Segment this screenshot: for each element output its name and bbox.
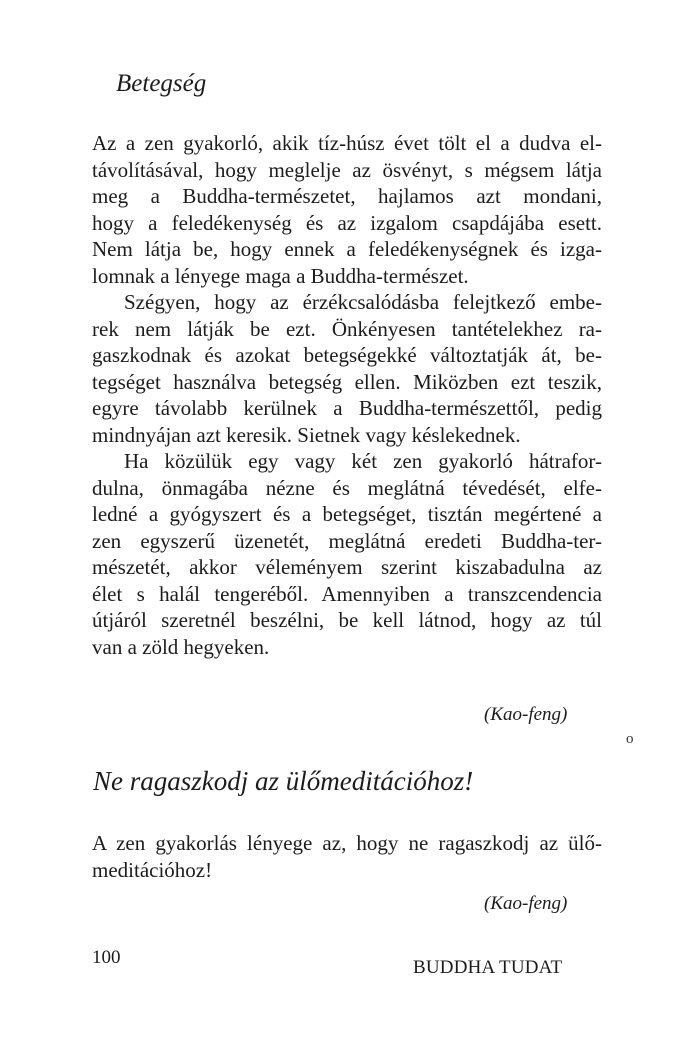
text-line: mindnyájan azt keresik. Sietnek vagy késlekednek. [92, 422, 521, 447]
text-line: lomnak a lényege maga a Buddha-természet. [92, 263, 469, 288]
text-line: Az a zen gyakorló, akik tíz-húsz évet tölt el a dudva el- [92, 131, 602, 155]
text-line: Nem látja be, hogy ennek a feledékenységnek és izga- [92, 237, 602, 261]
text-line: Szégyen, hogy az érzékcsalódásba felejtkező embe- [124, 290, 602, 314]
text-line: élet s halál tengeréből. Amennyiben a transzcendencia [92, 581, 602, 606]
text-line: meditációhoz! [92, 857, 213, 882]
text-line: tegséget használva betegség ellen. Miközben ezt teszik, [92, 369, 602, 394]
page-number: 100 [92, 947, 121, 968]
text-line: hogy a feledékenység és az izgalom csapdájába esett. [92, 210, 602, 235]
section-body-betegseg [92, 130, 602, 660]
text-line: A zen gyakorlás lényege az, hogy ne ragaszkodj az ülő- [92, 831, 602, 855]
attribution: (Kao-feng) [484, 893, 568, 914]
text-line: van a zöld hegyeken. [92, 634, 270, 659]
text-line: ledné a gyógyszert és a betegséget, tisztán megértené a [92, 502, 602, 526]
text-line: távolításával, hogy meglelje az ösvényt, s mégsem látja [92, 157, 602, 182]
attribution: (Kao-feng) [484, 704, 568, 725]
stray-mark: o [626, 731, 634, 747]
section-title-ulomeditacio: Ne ragaszkodj az ülőmeditációhoz! [93, 766, 474, 796]
text-line: Ha közülük egy vagy két zen gyakorló hátrafor- [124, 449, 602, 473]
text-line: zen egyszerű üzenetét, meglátná eredeti Buddha-ter- [92, 528, 602, 553]
text-line: gaszkodnak és azokat betegségekké változtatják át, be- [92, 343, 602, 367]
section-body-ulomeditacio [92, 830, 602, 883]
text-line: mészetét, akkor véleményem szerint kiszabadulna az [92, 555, 602, 579]
text-line: rek nem látják be ezt. Önkényesen tantételekhez ra- [92, 316, 602, 341]
section-title-betegseg: Betegség [116, 70, 207, 97]
text-line: egyre távolabb kerülnek a Buddha-természettől, pedig [92, 396, 602, 420]
text-line: útjáról szeretnél beszélni, be kell látnod, hogy az túl [92, 608, 602, 632]
running-footer-title: BUDDHA TUDAT [413, 957, 563, 978]
text-line: meg a Buddha-természetet, hajlamos azt mondani, [92, 184, 602, 208]
text-line: dulna, önmagába nézne és meglátná tévedését, elfe- [92, 475, 602, 500]
